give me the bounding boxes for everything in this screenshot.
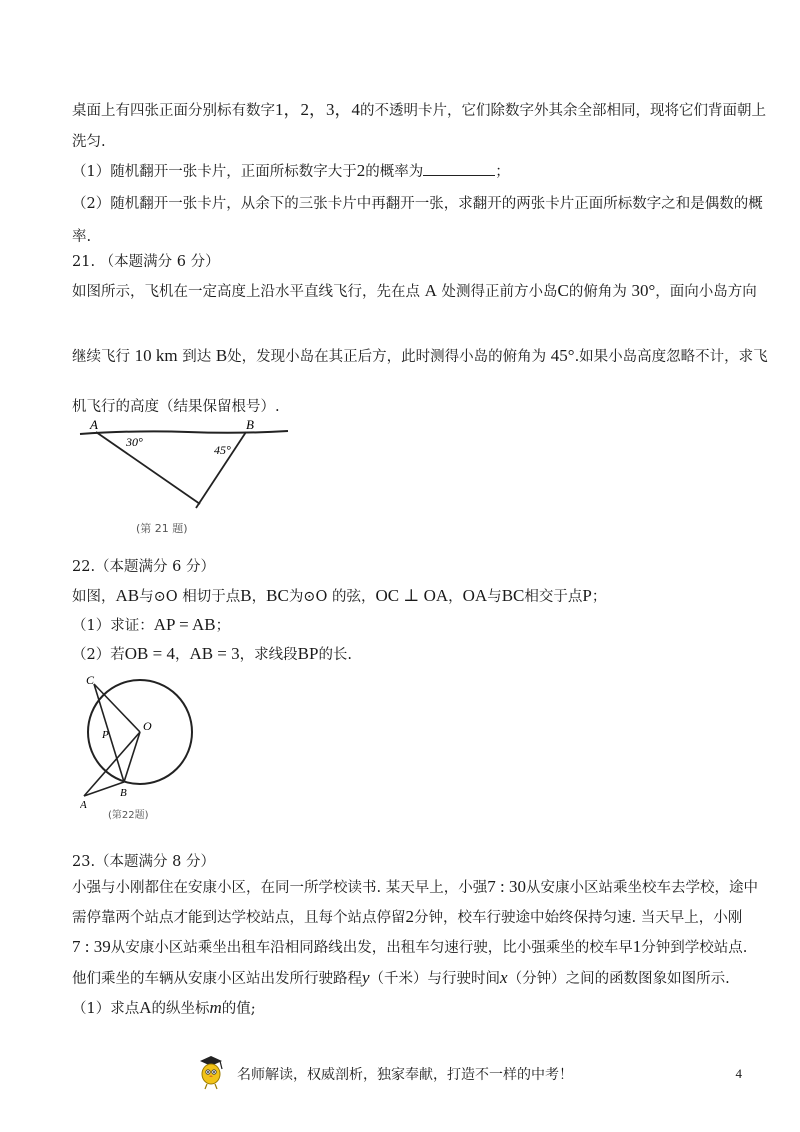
q21-text-1: 如图所示，飞机在一定高度上沿水平直线飞行，先在点 A 处测得正前方小岛C的俯角为 30°，面向小岛方向 [72, 281, 757, 300]
label-angle-30: 30° [126, 435, 143, 449]
page-number: 4 [735, 1066, 742, 1081]
label-B: B [246, 417, 254, 432]
q22-part-2: （2）若OB = 4，AB = 3，求线段BP的长. [72, 644, 353, 663]
label-A: A [90, 417, 98, 432]
q23-text-1: 小强与小刚都住在安康小区，在同一所学校读书. 某天早上，小强7 : 30从安康小区站乘坐校车去学校，途中 [72, 877, 758, 896]
q21-text-2: 继续飞行 10 km 到达 B处，发现小岛在其正后方，此时测得小岛的俯角为 45°.如果小岛高度忽略不计，求飞 [72, 346, 768, 365]
q22-part-1: （1）求证：AP = AB； [72, 615, 231, 634]
label-P: P [102, 729, 109, 741]
page-footer [0, 1054, 800, 1094]
q20-numbers: 1，2，3，4 [275, 100, 360, 119]
figure-caption: (第22题) [108, 810, 149, 821]
label-O: O [143, 719, 152, 733]
label-B: B [120, 787, 127, 799]
label-angle-45: 45° [214, 443, 231, 457]
q20-part-2: （2）随机翻开一张卡片，从余下的三张卡片中再翻开一张，求翻开的两张卡片正面所标数字之和是偶数的概 [72, 196, 763, 212]
q21-figure-svg [78, 416, 293, 546]
q22-text-1: 如图，AB与⊙O 相切于点B，BC为⊙O 的弦，OC ⊥ OA，OA与BC相交于点P； [72, 586, 607, 605]
figure-caption: (第 21 题) [136, 522, 188, 535]
q20-intro-line-2: 洗匀. [72, 134, 106, 150]
line-OB [124, 732, 140, 782]
footer-slogan: 名师解读，权威剖析，独家奉献，打造不一样的中考！ [237, 1067, 573, 1083]
q21-figure [78, 416, 293, 546]
q21-header: 21. （本题满分 6 分） [72, 254, 220, 270]
q23-text-3: 7 : 39从安康小区站乘坐出租车沿相同路线出发，出租车匀速行驶，比小强乘坐的校车早1分钟到学校站点. [72, 937, 748, 956]
q20-part-2-cont: 率. [72, 229, 92, 245]
q22-figure-svg [80, 672, 200, 822]
label-A: A [80, 799, 87, 811]
line-AC [96, 432, 200, 504]
q23-text-2: 需停靠两个站点才能到达学校站点，且每个站点停留2分钟，校车行驶途中始终保持匀速. 当天早上，小刚 [72, 907, 743, 926]
q22-header: 22.（本题满分 6 分） [72, 559, 216, 575]
q23-header: 23.（本题满分 8 分） [72, 854, 216, 870]
q23-part-1: （1）求点A的纵坐标m的值; [72, 998, 256, 1017]
q20-part-1: （1）随机翻开一张卡片，正面所标数字大于2的概率为 ； [72, 161, 510, 180]
answer-blank [423, 163, 495, 176]
q20-intro-line: 桌面上有四张正面分别标有数字1，2，3，4的不透明卡片，它们除数字外其余全部相同，现将它们背面朝上 [72, 100, 766, 119]
label-C: C [86, 673, 95, 687]
q21-text-3: 机飞行的高度（结果保留根号）. [72, 399, 280, 415]
q22-figure [80, 672, 200, 822]
q23-text-4: 他们乘坐的车辆从安康小区站出发所行驶路程y（千米）与行驶时间x（分钟）之间的函数图象如图所示. [72, 968, 730, 987]
mascot-icon [196, 1054, 226, 1094]
